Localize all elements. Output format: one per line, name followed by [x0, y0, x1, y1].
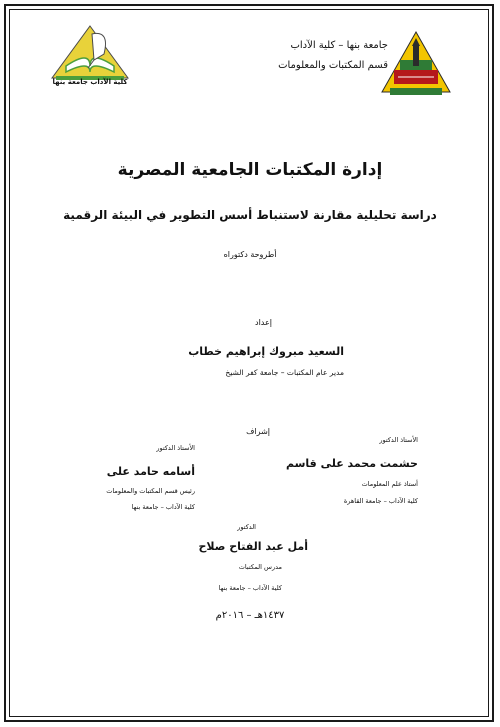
department-name: قسم المكتبات والمعلومات	[278, 60, 388, 71]
supervisor-3-name: أمل عبد الفتاح صلاح	[198, 540, 308, 553]
university-faculty: جامعة بنها – كلية الآداب	[290, 40, 388, 51]
supervisor-1-position: أستاذ علم المعلومات	[361, 480, 418, 488]
supervisor-1-name: حشمت محمد على قاسم	[285, 457, 418, 470]
supervision-label: إشراف	[246, 427, 270, 436]
supervisor-2-name: أسامه حامد على	[106, 465, 195, 478]
thesis-date: ١٤٣٧هـ – ٢٠١٦م	[215, 610, 285, 621]
left-logo-caption: كلية الآداب جامعة بنها	[52, 78, 128, 86]
supervisor-2-affiliation: كلية الآداب – جامعة بنها	[131, 503, 195, 511]
benha-university-seal-icon	[380, 30, 452, 98]
supervisor-2-position: رئيس قسم المكتبات والمعلومات	[106, 487, 195, 495]
author-name: السعيد مبروك إبراهيم خطاب	[188, 345, 344, 358]
supervisor-3-title: الدكتور	[237, 523, 256, 531]
thesis-title: إدارة المكتبات الجامعية المصرية	[117, 160, 383, 180]
author-role: مدير عام المكتبات – جامعة كفر الشيخ	[225, 368, 344, 377]
supervisor-1-title: الأستاذ الدكتور	[379, 436, 418, 444]
supervisor-2-title: الأستاذ الدكتور	[156, 444, 195, 452]
supervisor-3-affiliation: كلية الآداب – جامعة بنها	[218, 584, 282, 592]
thesis-subtitle: دراسة تحليلية مقارنة لاستنباط أسس التطوير في البيئة الرقمية	[63, 208, 437, 222]
prepared-by-label: إعداد	[255, 318, 272, 327]
supervisor-1-affiliation: كلية الآداب – جامعة القاهرة	[343, 497, 418, 505]
degree-label: أطروحة دكتوراه	[223, 250, 277, 259]
supervisor-3-position: مدرس المكتبات	[238, 563, 282, 571]
